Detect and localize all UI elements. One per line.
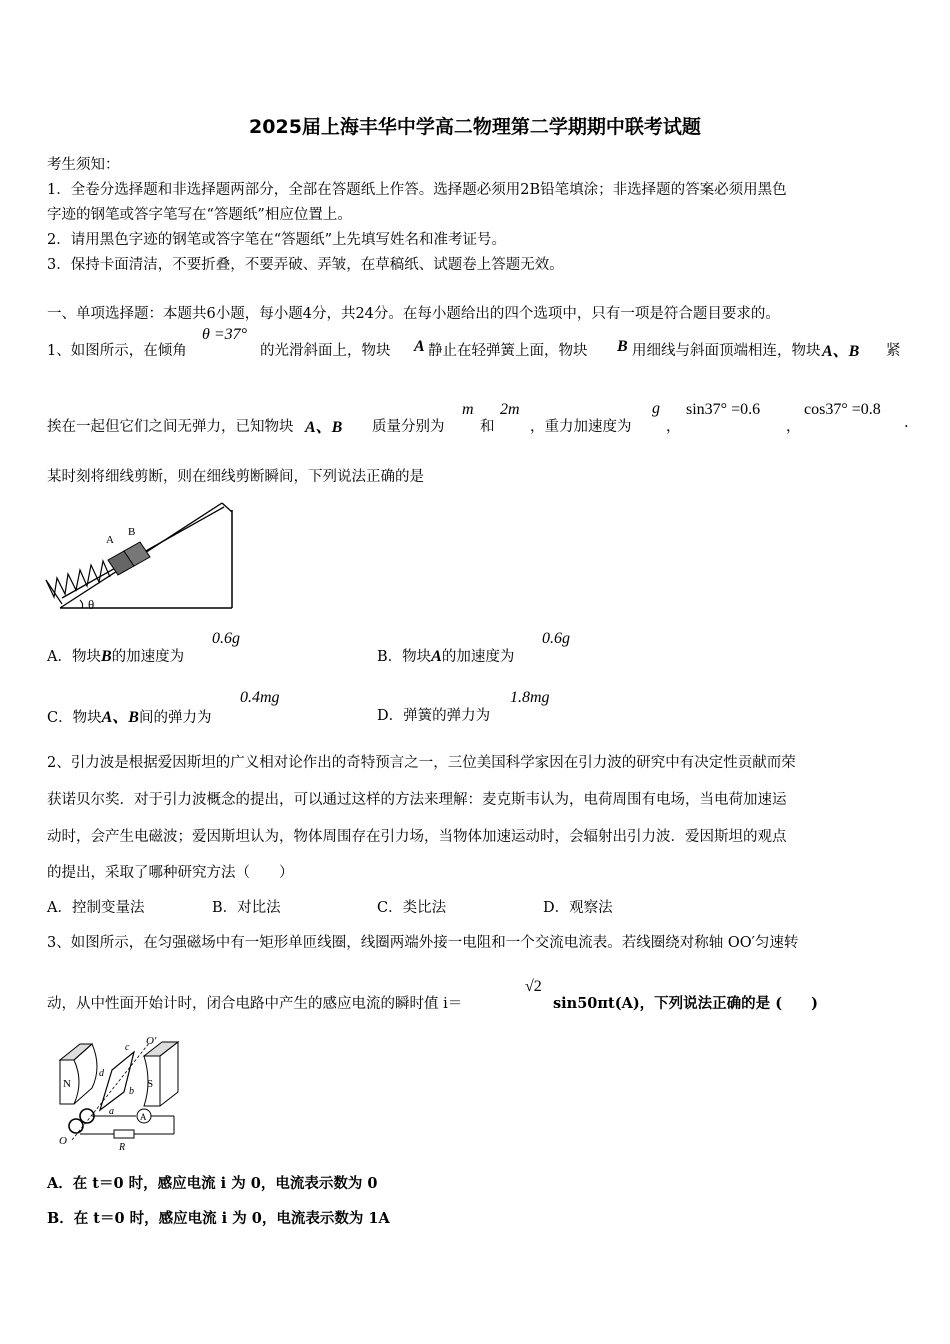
q1-var-B: B: [617, 338, 628, 355]
q1-option-C-rest: 间的弹力为: [138, 710, 212, 726]
label-c: c: [125, 1042, 130, 1053]
q2-option-D[interactable]: D．观察法: [543, 900, 613, 916]
slip-ring-2: [69, 1119, 83, 1133]
q1-var-AB-2: A、B: [305, 419, 343, 436]
q1-option-B-text: B．物块: [377, 649, 432, 665]
notice-line-2: 2．请用黑色字迹的钢笔或答字笔在“答题纸”上先填写姓名和准考证号。: [47, 232, 507, 248]
spring: [46, 561, 110, 597]
q1-line2-a: 挨在一起但它们之间无弹力，已知物块: [47, 419, 294, 435]
q1-cos-formula: cos37° =0.8: [804, 401, 881, 418]
notice-heading: 考生须知：: [47, 157, 120, 173]
q1-option-A-value: 0.6g: [212, 630, 240, 647]
q1-option-C-var: A、B: [101, 709, 139, 726]
q1-he: 和: [480, 419, 495, 435]
angle-arc: [80, 600, 83, 608]
q1-period: .: [904, 415, 909, 431]
q2-option-B[interactable]: B．对比法: [212, 900, 281, 916]
q2-line-1: 2、引力波是根据爱因斯坦的广义相对论作出的奇特预言之一，三位美国科学家因在引力波的研究中有决定性贡献而荣: [47, 755, 796, 771]
q1-sin-formula: sin37° =0.6: [686, 401, 761, 418]
q2-option-C[interactable]: C．类比法: [377, 900, 447, 916]
resistor: [114, 1130, 134, 1138]
q1-gravity-g: g: [652, 400, 660, 417]
q2-line-2: 获诺贝尔奖．对于引力波概念的提出，可以通过这样的方法来理解：麦克斯韦认为，电荷周围有电场，当电荷加速运: [47, 792, 787, 808]
label-b: b: [129, 1086, 134, 1097]
q1-option-C-value: 0.4mg: [240, 689, 280, 706]
q1-option-D-value: 1.8mg: [510, 689, 550, 706]
q1-option-B-var: A: [431, 648, 442, 665]
label-A: A: [106, 534, 114, 546]
q1-var-AB: A、B: [822, 343, 860, 360]
coil: [100, 1052, 134, 1110]
q1-option-A-var: B: [100, 648, 112, 665]
label-O: O: [59, 1135, 67, 1147]
q1-theta-formula: θ =37°: [202, 326, 248, 343]
q1-line1-a: 1、如图所示，在倾角: [47, 343, 187, 359]
q2-line-4: 的提出，采取了哪种研究方法（ ）: [47, 865, 294, 881]
q1-option-C-text: C．物块: [47, 710, 102, 726]
slip-ring-1: [80, 1109, 94, 1123]
q1-line1-b: 的光滑斜面上，物块: [260, 343, 391, 359]
page-title: 2025届上海丰华中学高二物理第二学期期中联考试题: [249, 116, 701, 138]
label-S: S: [147, 1078, 154, 1090]
label-theta: θ: [88, 597, 95, 612]
q1-incline-figure: [40, 500, 240, 615]
q1-mass-2m: 2m: [500, 401, 520, 418]
notice-line-1a: 1．全卷分选择题和非选择题两部分，全部在答题纸上作答。选择题必须用2B铅笔填涂；非选择题的答案必须用黑色: [47, 182, 787, 198]
q1-line3: 某时刻将细线剪断，则在细线剪断瞬间，下列说法正确的是: [47, 469, 424, 485]
q1-option-A-rest: 的加速度为: [111, 649, 185, 665]
q3-line-2a: 动，从中性面开始计时，闭合电路中产生的感应电流的瞬时值 i＝: [47, 996, 463, 1012]
q1-option-A[interactable]: [47, 645, 184, 666]
q1-option-A-text: A．物块: [47, 649, 101, 665]
q1-var-A: A: [414, 338, 425, 355]
label-a: a: [109, 1106, 114, 1117]
q1-mass-m: m: [462, 401, 474, 418]
q3-option-B[interactable]: B．在 t＝0 时，感应电流 i 为 0，电流表示数为 1A: [47, 1210, 390, 1227]
notice-line-3: 3．保持卡面清洁，不要折叠，不要弄破、弄皱，在草稿纸、试题卷上答题无效。: [47, 257, 564, 273]
q2-line-3: 动时，会产生电磁波；爱因斯坦认为，物体周围存在引力场，当物体加速运动时，会辐射出引力波．爱因斯坦的观点: [47, 829, 787, 845]
label-R: R: [119, 1142, 126, 1153]
q1-option-B[interactable]: [377, 645, 514, 666]
q3-option-A[interactable]: A．在 t＝0 时，感应电流 i 为 0，电流表示数为 0: [47, 1175, 378, 1192]
notice-line-1b: 字迹的钢笔或答字笔写在“答题纸”相应位置上。: [47, 207, 352, 223]
label-O-prime: O′: [146, 1035, 157, 1047]
label-B: B: [128, 526, 136, 538]
ammeter-label: A: [140, 1112, 147, 1122]
q1-line2-c: ，重力加速度为: [530, 419, 632, 435]
q1-line1-d: 用细线与斜面顶端相连，物块: [632, 343, 821, 359]
q3-line-2b: sin50πt(A)，下列说法正确的是 ( ): [553, 995, 818, 1012]
q3-sqrt-2: √2: [525, 978, 542, 995]
q2-option-A[interactable]: A．控制变量法: [47, 900, 145, 916]
q3-generator-figure: [52, 1032, 192, 1157]
q1-line1-c: 静止在轻弹簧上面，物块: [428, 343, 588, 359]
q1-option-B-value: 0.6g: [542, 630, 570, 647]
label-d: d: [99, 1068, 104, 1079]
q1-option-D[interactable]: D．弹簧的弹力为: [377, 708, 491, 724]
q1-comma-1: ，: [666, 419, 681, 435]
label-N: N: [63, 1078, 71, 1090]
section-1-heading: 一、单项选择题：本题共6小题，每小题4分，共24分。在每小题给出的四个选项中，只有一项是符合题目要求的。: [47, 306, 780, 322]
q1-line2-b: 质量分别为: [372, 419, 445, 435]
q1-comma-2: ，: [786, 419, 801, 435]
q3-line-1: 3、如图所示，在匀强磁场中有一矩形单匝线圈，线圈两端外接一电阻和一个交流电流表。若线圈绕对称轴 OO′匀速转: [47, 935, 799, 951]
q1-option-C[interactable]: [47, 704, 211, 727]
q1-line1-e: 紧: [886, 343, 901, 359]
q1-option-B-rest: 的加速度为: [441, 649, 515, 665]
